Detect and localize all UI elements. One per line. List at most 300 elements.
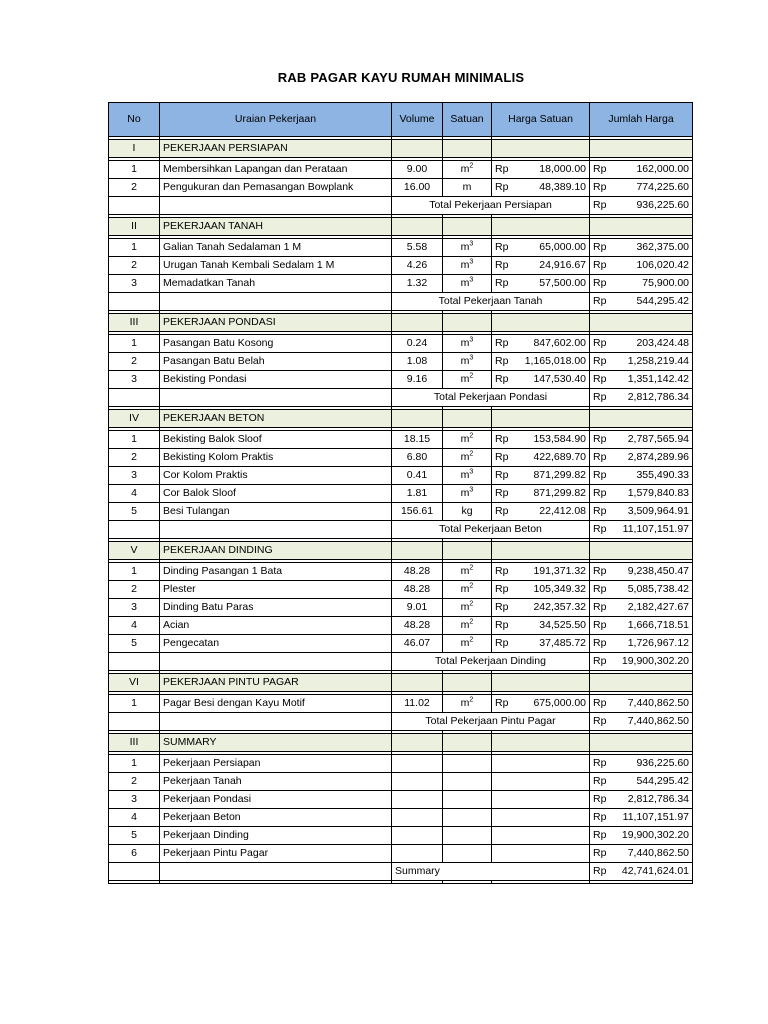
section-number: V xyxy=(109,542,160,560)
empty-cell xyxy=(492,845,590,863)
unit-exponent: 3 xyxy=(469,468,474,476)
currency-label: Rp xyxy=(492,503,518,521)
empty-cell xyxy=(492,773,590,791)
section-total-value: 11,107,151.97 xyxy=(615,521,693,539)
item-unit xyxy=(443,599,492,617)
currency-label: Rp xyxy=(590,809,615,827)
table-row xyxy=(109,503,693,521)
section-number: III xyxy=(109,734,160,752)
currency-label: Rp xyxy=(590,695,615,713)
item-description: Cor Balok Sloof xyxy=(160,485,392,503)
section-total-row xyxy=(109,389,693,407)
empty-cell xyxy=(392,809,443,827)
item-unit-price: 422,689.70 xyxy=(518,449,590,467)
section-number: VI xyxy=(109,674,160,692)
section-total-label: Total Pekerjaan Pondasi xyxy=(392,389,590,407)
empty-cell xyxy=(443,827,492,845)
section-total-value: 2,812,786.34 xyxy=(615,389,693,407)
item-description: Pasangan Batu Kosong xyxy=(160,335,392,353)
empty-cell xyxy=(392,674,443,692)
empty-cell xyxy=(443,218,492,236)
section-header-row xyxy=(109,674,693,692)
item-description: Cor Kolom Praktis xyxy=(160,467,392,485)
item-total-price: 9,238,450.47 xyxy=(615,563,693,581)
item-number: 5 xyxy=(109,503,160,521)
item-description: Pasangan Batu Belah xyxy=(160,353,392,371)
section-header-row xyxy=(109,218,693,236)
item-number: 2 xyxy=(109,257,160,275)
unit-exponent: 2 xyxy=(469,564,474,572)
empty-cell xyxy=(443,791,492,809)
empty-cell xyxy=(443,809,492,827)
item-volume: 4.26 xyxy=(392,257,443,275)
header-jumlah-harga: Jumlah Harga xyxy=(590,103,693,137)
section-name: PEKERJAAN TANAH xyxy=(160,218,392,236)
item-unit-price: 48,389.10 xyxy=(518,179,590,197)
item-unit-price: 24,916.67 xyxy=(518,257,590,275)
empty-cell xyxy=(590,734,693,752)
item-total-price: 2,182,427.67 xyxy=(615,599,693,617)
section-number: IV xyxy=(109,410,160,428)
currency-label: Rp xyxy=(492,485,518,503)
item-total-price: 75,900.00 xyxy=(615,275,693,293)
document-title: RAB PAGAR KAYU RUMAH MINIMALIS xyxy=(277,70,525,85)
section-total-label: Total Pekerjaan Dinding xyxy=(392,653,590,671)
empty-cell xyxy=(392,791,443,809)
currency-label: Rp xyxy=(590,791,615,809)
empty-cell xyxy=(109,293,160,311)
unit-exponent: 3 xyxy=(469,276,474,284)
item-unit xyxy=(443,485,492,503)
item-number: 1 xyxy=(109,431,160,449)
unit-exponent: 3 xyxy=(469,240,474,248)
item-unit xyxy=(443,257,492,275)
item-total-price: 355,490.33 xyxy=(615,467,693,485)
summary-row xyxy=(109,809,693,827)
unit-exponent: 2 xyxy=(469,636,474,644)
table-row xyxy=(109,335,693,353)
item-unit-price: 153,584.90 xyxy=(518,431,590,449)
item-volume: 0.24 xyxy=(392,335,443,353)
empty-cell xyxy=(109,653,160,671)
currency-label: Rp xyxy=(590,257,615,275)
unit-exponent: 3 xyxy=(469,336,474,344)
header-no: No xyxy=(109,103,160,137)
unit-base: m xyxy=(460,373,470,385)
item-number: 1 xyxy=(109,161,160,179)
unit-base: m xyxy=(460,277,470,289)
currency-label: Rp xyxy=(590,635,615,653)
empty-cell xyxy=(392,827,443,845)
table-row xyxy=(109,257,693,275)
unit-base: m xyxy=(460,637,470,649)
currency-label: Rp xyxy=(590,467,615,485)
item-unit xyxy=(443,563,492,581)
empty-cell xyxy=(492,410,590,428)
section-number: III xyxy=(109,314,160,332)
currency-label: Rp xyxy=(590,773,615,791)
item-unit xyxy=(443,239,492,257)
item-total-price: 1,726,967.12 xyxy=(615,635,693,653)
summary-item-value: 19,900,302.20 xyxy=(615,827,693,845)
item-unit xyxy=(443,449,492,467)
item-description: Galian Tanah Sedalaman 1 M xyxy=(160,239,392,257)
item-volume: 16.00 xyxy=(392,179,443,197)
empty-cell xyxy=(392,542,443,560)
empty-cell xyxy=(443,674,492,692)
item-number: 3 xyxy=(109,467,160,485)
section-total-label: Total Pekerjaan Tanah xyxy=(392,293,590,311)
table-row xyxy=(109,353,693,371)
summary-item-value: 936,225.60 xyxy=(615,755,693,773)
item-description: Pengecatan xyxy=(160,635,392,653)
item-total-price: 1,666,718.51 xyxy=(615,617,693,635)
currency-label: Rp xyxy=(492,617,518,635)
empty-cell xyxy=(492,809,590,827)
item-total-price: 2,874,289.96 xyxy=(615,449,693,467)
unit-base: kg xyxy=(461,505,473,517)
section-name: PEKERJAAN PINTU PAGAR xyxy=(160,674,392,692)
empty-cell xyxy=(492,827,590,845)
item-description: Acian xyxy=(160,617,392,635)
section-header-row xyxy=(109,734,693,752)
empty-cell xyxy=(443,410,492,428)
empty-cell xyxy=(492,140,590,158)
empty-cell xyxy=(590,410,693,428)
item-total-price: 2,787,565.94 xyxy=(615,431,693,449)
empty-cell xyxy=(443,845,492,863)
table-row xyxy=(109,161,693,179)
unit-exponent: 2 xyxy=(469,696,474,704)
unit-base: m xyxy=(460,601,470,613)
empty-cell xyxy=(590,218,693,236)
item-unit-price: 105,349.32 xyxy=(518,581,590,599)
item-description: Dinding Batu Paras xyxy=(160,599,392,617)
currency-label: Rp xyxy=(590,755,615,773)
item-description: Membersihkan Lapangan dan Perataan xyxy=(160,161,392,179)
item-description: Pekerjaan Tanah xyxy=(160,773,392,791)
currency-label: Rp xyxy=(492,467,518,485)
section-number: II xyxy=(109,218,160,236)
empty-cell xyxy=(109,713,160,731)
rab-table xyxy=(108,102,693,884)
item-volume: 156.61 xyxy=(392,503,443,521)
currency-label: Rp xyxy=(590,713,615,731)
empty-cell xyxy=(492,791,590,809)
currency-label: Rp xyxy=(590,371,615,389)
item-number: 3 xyxy=(109,599,160,617)
table-row xyxy=(109,275,693,293)
currency-label: Rp xyxy=(590,617,615,635)
section-total-value: 7,440,862.50 xyxy=(615,713,693,731)
item-unit-price: 871,299.82 xyxy=(518,485,590,503)
item-volume: 11.02 xyxy=(392,695,443,713)
currency-label: Rp xyxy=(590,485,615,503)
currency-label: Rp xyxy=(590,335,615,353)
summary-row xyxy=(109,791,693,809)
item-number: 4 xyxy=(109,809,160,827)
empty-cell xyxy=(160,653,392,671)
section-total-label: Total Pekerjaan Beton xyxy=(392,521,590,539)
item-number: 1 xyxy=(109,335,160,353)
table-row xyxy=(109,581,693,599)
empty-cell xyxy=(160,713,392,731)
unit-exponent: 3 xyxy=(469,486,474,494)
table-row xyxy=(109,431,693,449)
table-row xyxy=(109,563,693,581)
empty-cell xyxy=(392,410,443,428)
item-unit-price: 847,602.00 xyxy=(518,335,590,353)
table-row xyxy=(109,617,693,635)
section-total-label: Total Pekerjaan Persiapan xyxy=(392,197,590,215)
unit-exponent: 2 xyxy=(469,450,474,458)
item-number: 4 xyxy=(109,485,160,503)
item-description: Bekisting Kolom Praktis xyxy=(160,449,392,467)
empty-cell xyxy=(443,314,492,332)
item-unit-price: 22,412.08 xyxy=(518,503,590,521)
item-number: 3 xyxy=(109,275,160,293)
section-header-row xyxy=(109,542,693,560)
item-volume: 9.01 xyxy=(392,599,443,617)
currency-label: Rp xyxy=(590,239,615,257)
table-header-row xyxy=(109,103,693,137)
currency-label: Rp xyxy=(492,239,518,257)
item-number: 1 xyxy=(109,239,160,257)
unit-base: m xyxy=(460,241,470,253)
currency-label: Rp xyxy=(590,563,615,581)
empty-cell xyxy=(443,542,492,560)
currency-label: Rp xyxy=(590,293,615,311)
empty-cell xyxy=(392,734,443,752)
unit-exponent: 2 xyxy=(469,162,474,170)
currency-label: Rp xyxy=(492,335,518,353)
item-description: Plester xyxy=(160,581,392,599)
item-description: Pekerjaan Pintu Pagar xyxy=(160,845,392,863)
item-volume: 46.07 xyxy=(392,635,443,653)
item-volume: 1.81 xyxy=(392,485,443,503)
currency-label: Rp xyxy=(590,275,615,293)
currency-label: Rp xyxy=(492,257,518,275)
currency-label: Rp xyxy=(590,431,615,449)
item-unit-price: 191,371.32 xyxy=(518,563,590,581)
empty-cell xyxy=(492,734,590,752)
spacer-cell xyxy=(160,881,392,884)
empty-cell xyxy=(443,773,492,791)
item-number: 5 xyxy=(109,635,160,653)
empty-cell xyxy=(109,863,160,881)
currency-label: Rp xyxy=(492,695,518,713)
empty-cell xyxy=(392,140,443,158)
currency-label: Rp xyxy=(590,449,615,467)
currency-label: Rp xyxy=(590,521,615,539)
item-unit-price: 65,000.00 xyxy=(518,239,590,257)
empty-cell xyxy=(392,218,443,236)
currency-label: Rp xyxy=(492,275,518,293)
item-unit-price: 1,165,018.00 xyxy=(518,353,590,371)
spacer-cell xyxy=(392,881,443,884)
item-unit-price: 147,530.40 xyxy=(518,371,590,389)
item-number: 2 xyxy=(109,773,160,791)
spacer-cell xyxy=(443,881,492,884)
item-volume: 1.08 xyxy=(392,353,443,371)
currency-label: Rp xyxy=(590,845,615,863)
summary-item-value: 2,812,786.34 xyxy=(615,791,693,809)
item-total-price: 203,424.48 xyxy=(615,335,693,353)
section-header-row xyxy=(109,410,693,428)
unit-base: m xyxy=(460,619,470,631)
unit-base: m xyxy=(460,355,470,367)
spacer-row xyxy=(109,881,693,884)
rab-table-body xyxy=(109,103,693,884)
table-row xyxy=(109,485,693,503)
item-unit-price: 57,500.00 xyxy=(518,275,590,293)
unit-exponent: 2 xyxy=(469,582,474,590)
section-name: PEKERJAAN BETON xyxy=(160,410,392,428)
item-description: Besi Tulangan xyxy=(160,503,392,521)
summary-row xyxy=(109,827,693,845)
empty-cell xyxy=(109,521,160,539)
item-unit-price: 871,299.82 xyxy=(518,467,590,485)
item-description: Bekisting Balok Sloof xyxy=(160,431,392,449)
item-volume: 9.00 xyxy=(392,161,443,179)
header-volume: Volume xyxy=(392,103,443,137)
summary-item-value: 11,107,151.97 xyxy=(615,809,693,827)
section-total-row xyxy=(109,293,693,311)
item-unit xyxy=(443,275,492,293)
item-unit xyxy=(443,503,492,521)
item-number: 3 xyxy=(109,371,160,389)
item-volume: 48.28 xyxy=(392,581,443,599)
table-row xyxy=(109,179,693,197)
section-total-row xyxy=(109,197,693,215)
currency-label: Rp xyxy=(590,389,615,407)
item-volume: 48.28 xyxy=(392,617,443,635)
item-unit xyxy=(443,695,492,713)
currency-label: Rp xyxy=(492,371,518,389)
item-number: 5 xyxy=(109,827,160,845)
item-volume: 0.41 xyxy=(392,467,443,485)
item-unit xyxy=(443,179,492,197)
unit-base: m xyxy=(460,583,470,595)
item-unit xyxy=(443,353,492,371)
table-row xyxy=(109,449,693,467)
empty-cell xyxy=(492,674,590,692)
section-total-label: Total Pekerjaan Pintu Pagar xyxy=(392,713,590,731)
item-description: Pekerjaan Persiapan xyxy=(160,755,392,773)
item-number: 1 xyxy=(109,755,160,773)
item-number: 4 xyxy=(109,617,160,635)
item-unit-price: 37,485.72 xyxy=(518,635,590,653)
empty-cell xyxy=(160,197,392,215)
unit-base: m xyxy=(460,487,470,499)
currency-label: Rp xyxy=(590,827,615,845)
unit-base: m xyxy=(460,337,470,349)
unit-base: m xyxy=(460,697,470,709)
item-unit-price: 242,357.32 xyxy=(518,599,590,617)
item-unit xyxy=(443,161,492,179)
summary-item-value: 7,440,862.50 xyxy=(615,845,693,863)
empty-cell xyxy=(492,755,590,773)
unit-exponent: 2 xyxy=(469,372,474,380)
table-row xyxy=(109,467,693,485)
section-total-value: 936,225.60 xyxy=(615,197,693,215)
summary-row xyxy=(109,773,693,791)
empty-cell xyxy=(160,521,392,539)
section-name: PEKERJAAN DINDING xyxy=(160,542,392,560)
item-volume: 6.80 xyxy=(392,449,443,467)
empty-cell xyxy=(590,674,693,692)
spacer-cell xyxy=(492,881,590,884)
item-total-price: 774,225.60 xyxy=(615,179,693,197)
section-header-row xyxy=(109,314,693,332)
item-volume: 48.28 xyxy=(392,563,443,581)
unit-base: m xyxy=(460,433,470,445)
empty-cell xyxy=(590,314,693,332)
currency-label: Rp xyxy=(590,353,615,371)
table-row xyxy=(109,635,693,653)
empty-cell xyxy=(160,389,392,407)
section-total-row xyxy=(109,653,693,671)
unit-base: m xyxy=(460,163,470,175)
currency-label: Rp xyxy=(492,179,518,197)
table-row xyxy=(109,695,693,713)
grand-total-value: 42,741,624.01 xyxy=(615,863,693,881)
unit-base: m xyxy=(462,181,472,193)
item-description: Dinding Pasangan 1 Bata xyxy=(160,563,392,581)
section-total-row xyxy=(109,521,693,539)
currency-label: Rp xyxy=(590,863,615,881)
section-total-value: 544,295.42 xyxy=(615,293,693,311)
empty-cell xyxy=(392,845,443,863)
item-number: 2 xyxy=(109,581,160,599)
item-number: 1 xyxy=(109,563,160,581)
item-description: Pengukuran dan Pemasangan Bowplank xyxy=(160,179,392,197)
item-unit xyxy=(443,371,492,389)
currency-label: Rp xyxy=(590,161,615,179)
item-description: Pekerjaan Dinding xyxy=(160,827,392,845)
item-number: 2 xyxy=(109,179,160,197)
item-total-price: 1,579,840.83 xyxy=(615,485,693,503)
currency-label: Rp xyxy=(590,599,615,617)
empty-cell xyxy=(392,314,443,332)
item-total-price: 3,509,964.91 xyxy=(615,503,693,521)
empty-cell xyxy=(492,314,590,332)
header-harga-satuan: Harga Satuan xyxy=(492,103,590,137)
item-unit xyxy=(443,335,492,353)
empty-cell xyxy=(443,140,492,158)
unit-exponent: 3 xyxy=(469,258,474,266)
currency-label: Rp xyxy=(492,161,518,179)
section-name: PEKERJAAN PERSIAPAN xyxy=(160,140,392,158)
currency-label: Rp xyxy=(492,599,518,617)
item-volume: 5.58 xyxy=(392,239,443,257)
summary-row xyxy=(109,845,693,863)
item-number: 6 xyxy=(109,845,160,863)
item-unit xyxy=(443,467,492,485)
empty-cell xyxy=(590,542,693,560)
item-unit xyxy=(443,581,492,599)
empty-cell xyxy=(392,773,443,791)
currency-label: Rp xyxy=(590,197,615,215)
currency-label: Rp xyxy=(590,179,615,197)
item-description: Bekisting Pondasi xyxy=(160,371,392,389)
empty-cell xyxy=(160,293,392,311)
header-uraian: Uraian Pekerjaan xyxy=(160,103,392,137)
currency-label: Rp xyxy=(492,563,518,581)
section-total-row xyxy=(109,713,693,731)
unit-base: m xyxy=(460,469,470,481)
section-name: PEKERJAAN PONDASI xyxy=(160,314,392,332)
